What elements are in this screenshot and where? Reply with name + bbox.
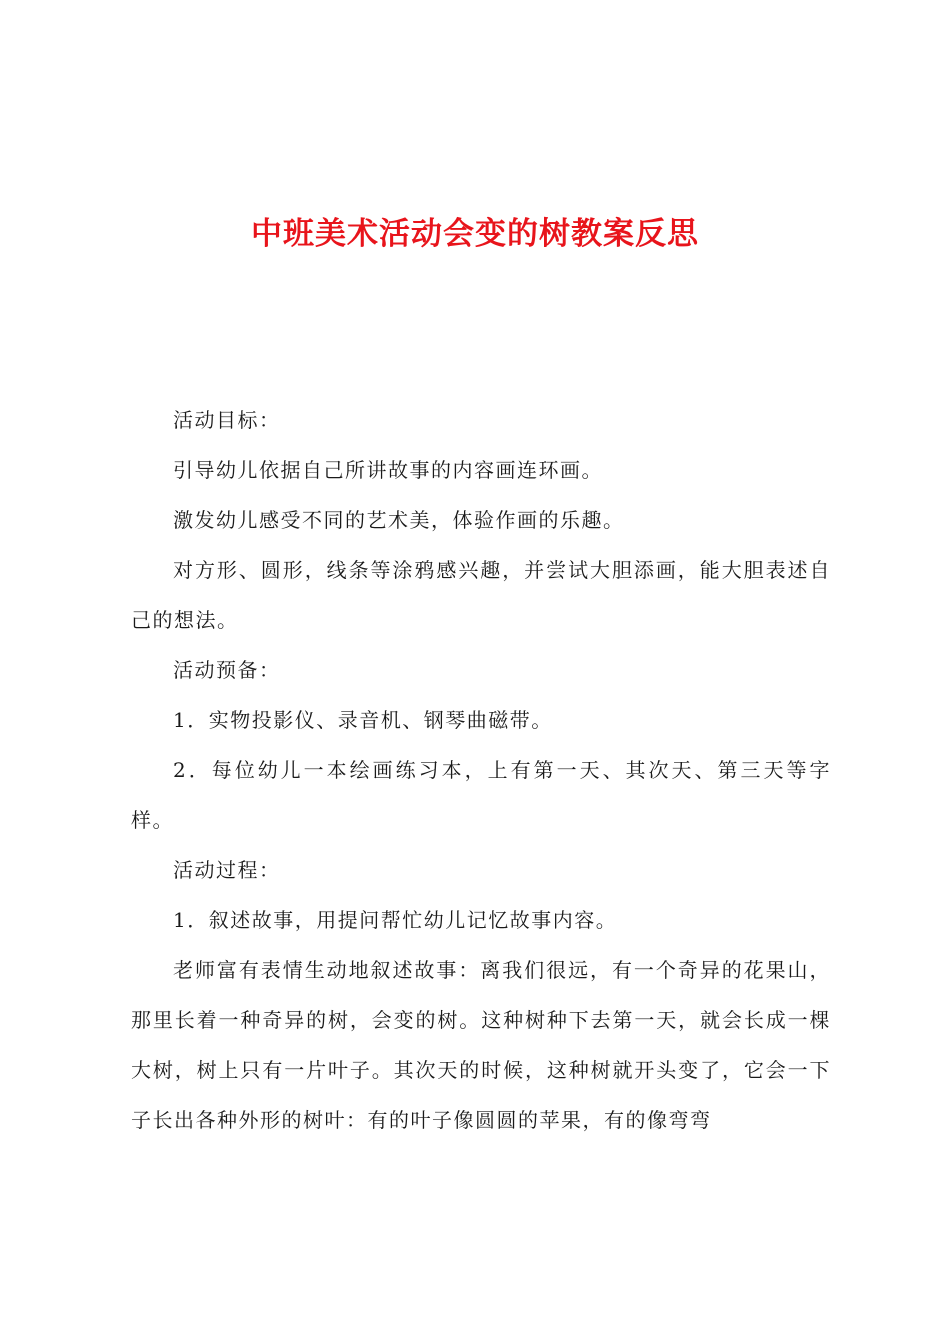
paragraph-goals-heading: 活动目标： — [173, 408, 281, 432]
paragraph-story: 老师富有表情生动地叙述故事：离我们很远，有一个奇异的花果山，那里长着一种奇异的树，会变的树。这种树种下去第一天，就会长成一棵大树，树上只有一片叶子。其次天的时候，这种树就开头变了，它会一下子长出各种外形的树叶：有的叶子像圆圆的苹果，有的像弯弯 — [131, 958, 831, 1132]
document-body — [131, 395, 831, 1145]
paragraph-preparation-2: 2．每位幼儿一本绘画练习本，上有第一天、其次天、第三天等字样。 — [131, 758, 831, 832]
paragraph-preparation-heading: 活动预备： — [173, 658, 281, 682]
paragraph-goal-3: 对方形、圆形，线条等涂鸦感兴趣，并尝试大胆添画，能大胆表述自己的想法。 — [131, 558, 831, 632]
paragraph-process-1: 1．叙述故事，用提问帮忙幼儿记忆故事内容。 — [173, 908, 618, 932]
paragraph-goal-1: 引导幼儿依据自己所讲故事的内容画连环画。 — [173, 458, 603, 482]
paragraph-goal-2: 激发幼儿感受不同的艺术美，体验作画的乐趣。 — [173, 508, 625, 532]
document-title: 中班美术活动会变的树教案反思 — [251, 216, 699, 252]
paragraph-process-heading: 活动过程： — [173, 858, 281, 882]
paragraph-preparation-1: 1．实物投影仪、录音机、钢琴曲磁带。 — [173, 708, 553, 732]
